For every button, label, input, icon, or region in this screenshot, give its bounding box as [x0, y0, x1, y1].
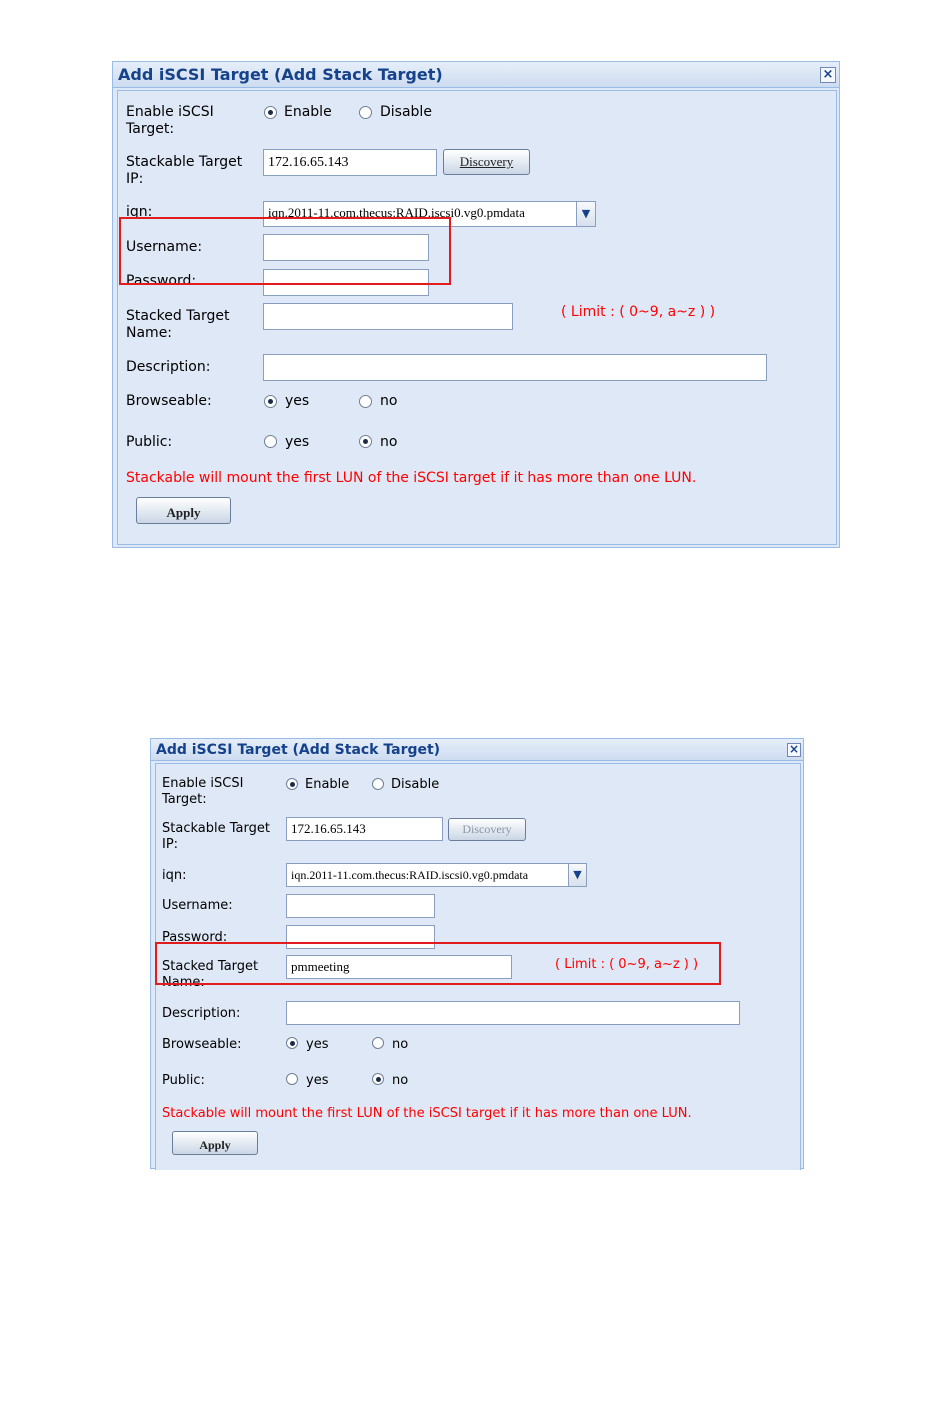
disable-radio[interactable]	[372, 778, 384, 790]
chevron-down-icon[interactable]: ▼	[576, 201, 596, 227]
username-label: Username:	[162, 898, 233, 913]
password-label: Password:	[126, 273, 197, 289]
add-iscsi-target-dialog-2	[150, 738, 804, 1169]
description-label: Description:	[126, 359, 211, 375]
iqn-label: iqn:	[162, 868, 187, 883]
add-iscsi-target-dialog-1	[112, 61, 840, 548]
enable-iscsi-label: Enable iSCSI Target:	[126, 104, 214, 137]
browseable-no-label: no	[392, 1037, 409, 1052]
limit-note: ( Limit : ( 0~9, a~z ) )	[555, 957, 699, 972]
close-icon[interactable]: ×	[820, 67, 836, 83]
apply-button[interactable]: Apply	[172, 1131, 258, 1155]
iqn-label: iqn:	[126, 204, 153, 220]
public-label: Public:	[126, 434, 173, 450]
close-icon[interactable]: ×	[788, 742, 800, 756]
stackable-ip-input[interactable]: 172.16.65.143	[263, 149, 437, 176]
disable-radio-label: Disable	[391, 777, 440, 792]
enable-iscsi-label: Enable iSCSI Target:	[162, 776, 244, 807]
public-yes-radio[interactable]	[264, 435, 277, 448]
browseable-no-label: no	[380, 393, 398, 409]
enable-radio-label: Enable	[305, 777, 350, 792]
username-password-highlight-box	[119, 217, 451, 285]
password-label: Password:	[162, 930, 228, 945]
chevron-down-icon[interactable]: ▼	[568, 863, 587, 887]
public-yes-label: yes	[285, 434, 310, 450]
enable-radio[interactable]	[286, 778, 298, 790]
username-input[interactable]	[286, 894, 435, 918]
public-yes-label: yes	[306, 1073, 329, 1088]
browseable-label: Browseable:	[126, 393, 212, 409]
stackable-warning: Stackable will mount the first LUN of the iSCSI target if it has more than one LUN.	[162, 1106, 692, 1121]
browseable-label: Browseable:	[162, 1037, 242, 1052]
stackable-ip-input[interactable]: 172.16.65.143	[286, 817, 443, 841]
iqn-select[interactable]: iqn.2011-11.com.thecus:RAID.iscsi0.vg0.pmdata	[286, 863, 569, 887]
discovery-button[interactable]: Discovery	[448, 818, 526, 841]
browseable-no-radio[interactable]	[359, 395, 372, 408]
public-yes-radio[interactable]	[286, 1073, 298, 1085]
enable-radio-label: Enable	[284, 104, 332, 120]
stacked-target-name-highlight-box	[155, 942, 721, 985]
browseable-yes-radio[interactable]	[286, 1037, 298, 1049]
stacked-target-name-label: Stacked Target Name:	[126, 308, 230, 341]
apply-button[interactable]: Apply	[136, 497, 231, 524]
stacked-target-name-label: Stacked Target Name:	[162, 959, 259, 990]
stackable-ip-label: Stackable Target IP:	[162, 821, 270, 852]
dialog-title: Add iSCSI Target (Add Stack Target)	[113, 62, 839, 88]
browseable-yes-radio[interactable]	[264, 395, 277, 408]
description-input[interactable]	[286, 1001, 740, 1025]
browseable-yes-label: yes	[306, 1037, 329, 1052]
username-label: Username:	[126, 239, 203, 255]
iqn-select[interactable]: iqn.2011-11.com.thecus:RAID.iscsi0.vg0.pmdata	[263, 201, 577, 227]
disable-radio[interactable]	[359, 106, 372, 119]
public-no-label: no	[392, 1073, 409, 1088]
limit-note: ( Limit : ( 0~9, a~z ) )	[561, 304, 716, 320]
stackable-warning: Stackable will mount the first LUN of the iSCSI target if it has more than one LUN.	[126, 470, 697, 486]
description-label: Description:	[162, 1006, 241, 1021]
public-no-radio[interactable]	[359, 435, 372, 448]
stacked-target-name-input[interactable]: pmmeeting	[286, 955, 512, 979]
browseable-yes-label: yes	[285, 393, 310, 409]
enable-radio[interactable]	[264, 106, 277, 119]
public-label: Public:	[162, 1073, 205, 1088]
public-no-radio[interactable]	[372, 1073, 384, 1085]
stacked-target-name-input[interactable]	[263, 303, 513, 330]
browseable-no-radio[interactable]	[372, 1037, 384, 1049]
disable-radio-label: Disable	[380, 104, 432, 120]
public-no-label: no	[380, 434, 398, 450]
discovery-button[interactable]: Discovery	[443, 149, 530, 175]
stackable-ip-label: Stackable Target IP:	[126, 154, 243, 187]
dialog-title: Add iSCSI Target (Add Stack Target)	[151, 739, 803, 761]
description-input[interactable]	[263, 354, 767, 381]
